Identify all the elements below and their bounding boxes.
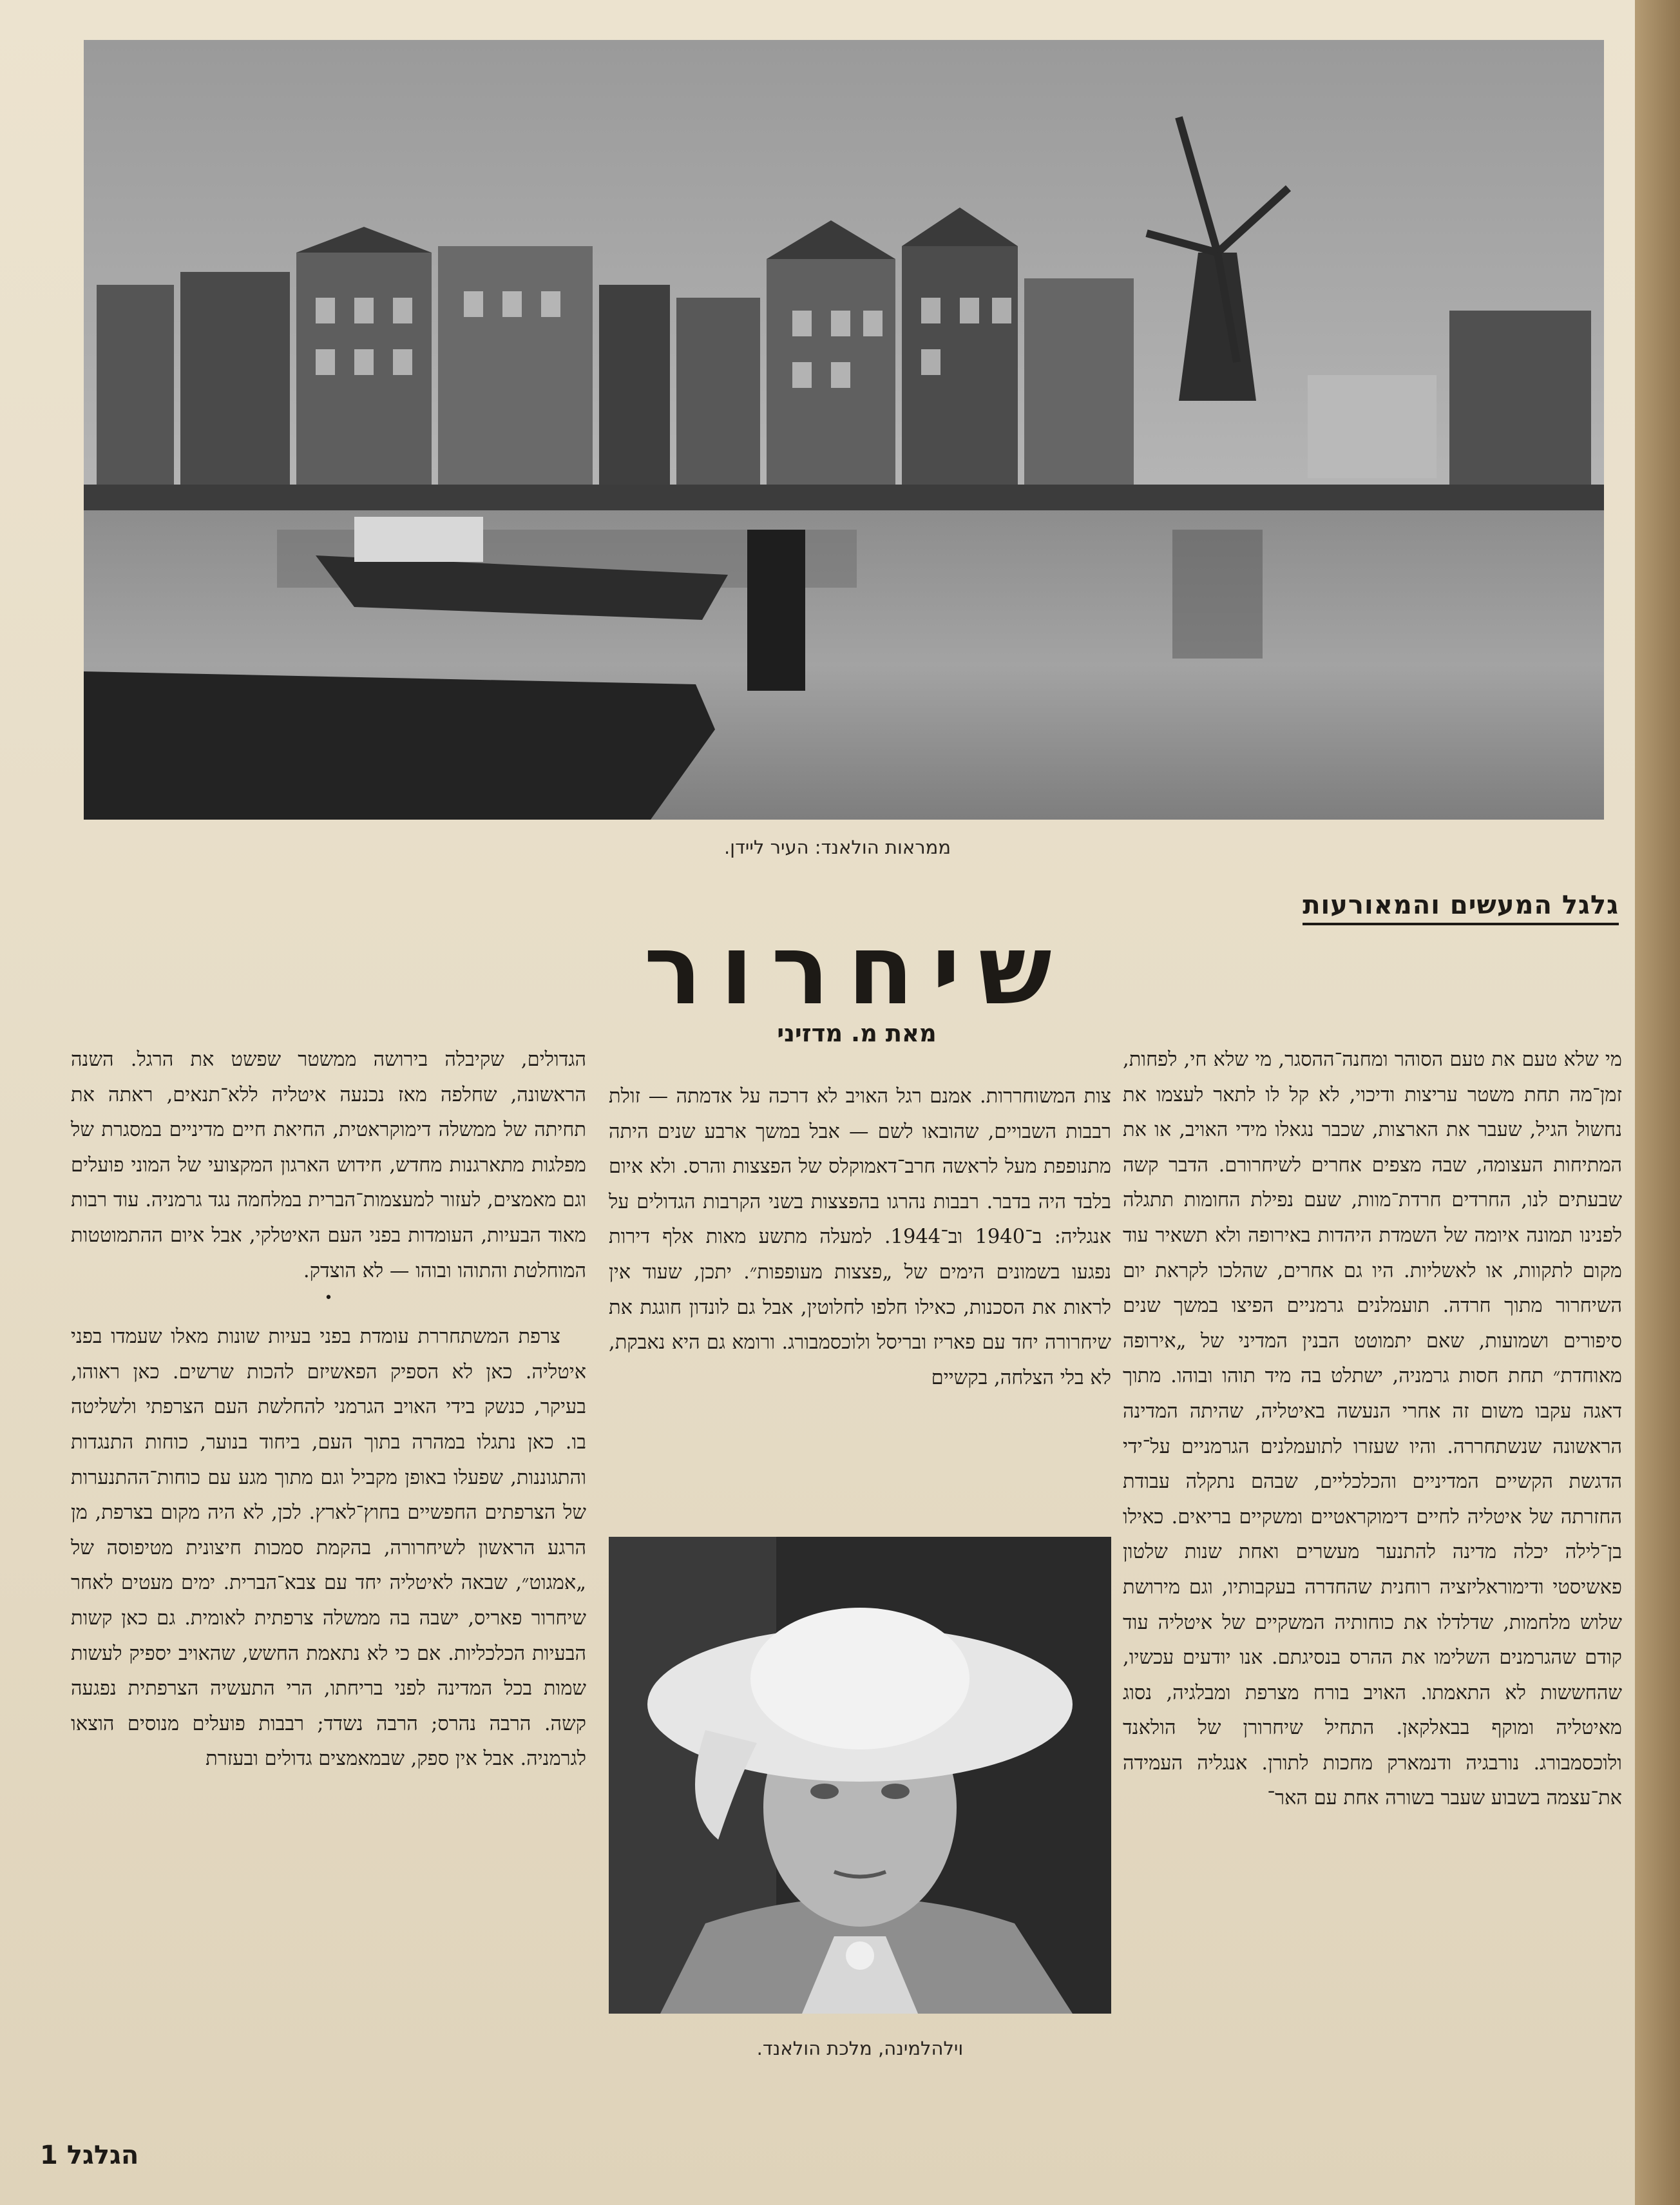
- book-spine: [1635, 0, 1680, 2205]
- paragraph-mark: •: [324, 1290, 333, 1307]
- paragraph: צרפת המשתחררת עומדת בפני בעיות שונות מאלו שעמדו בפני איטליה. כאן לא הספיק הפאשיזם להכות שרשים. כאן ראוהו, בעיקר, כנשק בידי האויב הגרמני להחלשת העם הצרפתי ולשליטה בו. כאן נתגלו במהרה בתוך העם, ביחוד בנוער, כוחות התנגדות והתגוננות, שפעלו באופן מקביל וגם מתוך מגע עם כוחות־ההתנערות של הצרפתים החפשיים בחוץ־לארץ. לכן, לא היה מקום בצרפת, מן הרגע הראשון לשיחרורה, בהקמת סמכות חיצונית מטיפוסה של „אמגוט״, שבאה לאיטליה יחד עם צבא־הברית. ימים מעטים לאחר שיחרור פאריס, ישבה בה ממשלה צרפתית לאומית. גם כאן קשות הבעיות הכלכליות. אם כי לא נתאמת החשש, שהאויב יספיק לעשות שמות בכל המדינה לפני בריחתו, הרי התעשיה הצרפתית נפגעה קשה. הרבה נהרס; הרבה נשדד; רבבות פועלים מנוסים הוצאו לגרמניה. אבל אין ספק, שבמאמצים גדולים ובעזרת: [71, 1325, 586, 1771]
- paragraph: הגדולים, שקיבלה בירושה ממשטר שפשט את הרגל. השנה הראשונה, שחלפה מאז נכנעה איטליה ללא־תנאים, ראתה את תחיתה של ממשלה דימוקראטית, החיאת חיים מדיניים במסגרת של מפלגות מתארגנות מחדש, חידוש הארגון המקצועי של המוני פועלים וגם מאמצים, לעזור למעצמות־הברית במלחמה נגד גרמניה. עוד רבות מאוד הבעיות, העומדות בפני העם האיטלקי, אבל איום ההתמוטטות המוחלטת והתוהו ובוהו — לא הוצדק.: [71, 1048, 586, 1282]
- page-footer: הגלגל 1: [40, 2141, 139, 2170]
- article-column-middle: [609, 1079, 1111, 1505]
- paragraph: מי שלא טעם את טעם הסוהר ומחנה־ההסגר, מי שלא חי, לפחות, זמן־מה תחת משטר עריצות ודיכוי, לא קל לו לתאר לעצמו את נחשול הגיל, שעבר את הארצות, שכבר נגאלו מידי האויב, או את המתיחות העצומה, שבה מצפים אחרים לשיחרורם. הדבר קשה שבעתים לנו, החרדים חרדת־מוות, שעם נפילת החומות תתגלה לפנינו תמונה איומה של השמדת היהדות באירופה ולא תשאיר עוד מקום לתקוות, או לאשליות. היו גם אחרים, שהלכו לקראת יום השיחרור מתוך חרדה. תועמלנים גרמניים הפיצו במשך שנים סיפורים ושמועות, שאם יתמוטט הבנין המדיני של „אירופה מאוחדת״ תחת חסות גרמניה, ישתלט בה מיד תוהו ובוהו. מתוך דאגה עקבו משום זה אחרי הנעשה באיטליה, שהיתה המדינה הראשונה שנשתחררה. והיו שעזרו לתועמלנים הגרמניים על־ידי הדגשת הקשיים המדיניים והכלכליים, שבהם נתקלה עבודת החזרתה של איטליה לחיים דימוקראטיים ומשקיים בריאים. כאילו בן־לילה יכלה מדינה להתנער מעשרים ואחת שנות שלטון פאשיסטי ודימוראליזציה רוחנית שהחדרה בעקבותיו, וגם מירושת שלוש מלחמות, שדלדלו את כוחותיה המשקיים של איטליה עוד קודם שהגרמנים השלימו את ההרס בנסיגתם. אנו יודעים עכשיו, שהחששות לא התאמתו. האויב בורח מצרפת ומבלגיה, נסוג מאיטליה ומוקף בבאלקאן. התחיל שיחרורן של הולאנד ולוכסמבורג. נורבגיה ודנמארק מחכות לתורן. אנגליה העמידה את־עצמה בשבוע שעבר בשורה אחת עם האר־: [1123, 1048, 1622, 1810]
- article-column-right: [1123, 1043, 1622, 2125]
- portrait-illustration: [609, 1537, 1111, 2014]
- photo-caption: ממראות הולאנד: העיר ליידן.: [723, 836, 951, 858]
- portrait-caption: וילהלמינה, מלכת הולאנד.: [756, 2037, 964, 2059]
- leiden-canal-photo: [84, 40, 1604, 820]
- leiden-canal-illustration: [84, 40, 1604, 820]
- paragraph: צות המשוחררות. אמנם רגל האויב לא דרכה על אדמתה — זולת רבבות השבויים, שהובאו לשם — אבל במשך ארבע שנים היתה מתנופפת מעל לראשה חרב־דאמוקלס של הפצצות והרס. ולא איום בלבד היה בדבר. רבבות נהרגו בהפצצות בשני הקרבות הגדולים על אנגליה: ב־1940 וב־1944. למעלה מתשע מאות אלף דירות נפגעו בשמונים הימים של „פצצות מעופפות״. יתכן, שעוד אין לראות את הסכנות, כאילו חלפו לחלוטין, אבל גם לונדון חוגגת את שיחרורה יחד עם פאריז ובריסל ולוכסמבורג. ורומא גם היא נאבקת, לא בלי הצלחה, בקשיים: [609, 1085, 1112, 1389]
- section-header: גלגל המעשים והמאורעות: [1303, 891, 1619, 925]
- article-column-left: [71, 1043, 586, 2125]
- article-title: שיחרור: [644, 914, 1070, 1026]
- article-byline: מאת מ. מדזיני: [777, 1019, 937, 1047]
- queen-wilhelmina-portrait: [609, 1537, 1111, 2014]
